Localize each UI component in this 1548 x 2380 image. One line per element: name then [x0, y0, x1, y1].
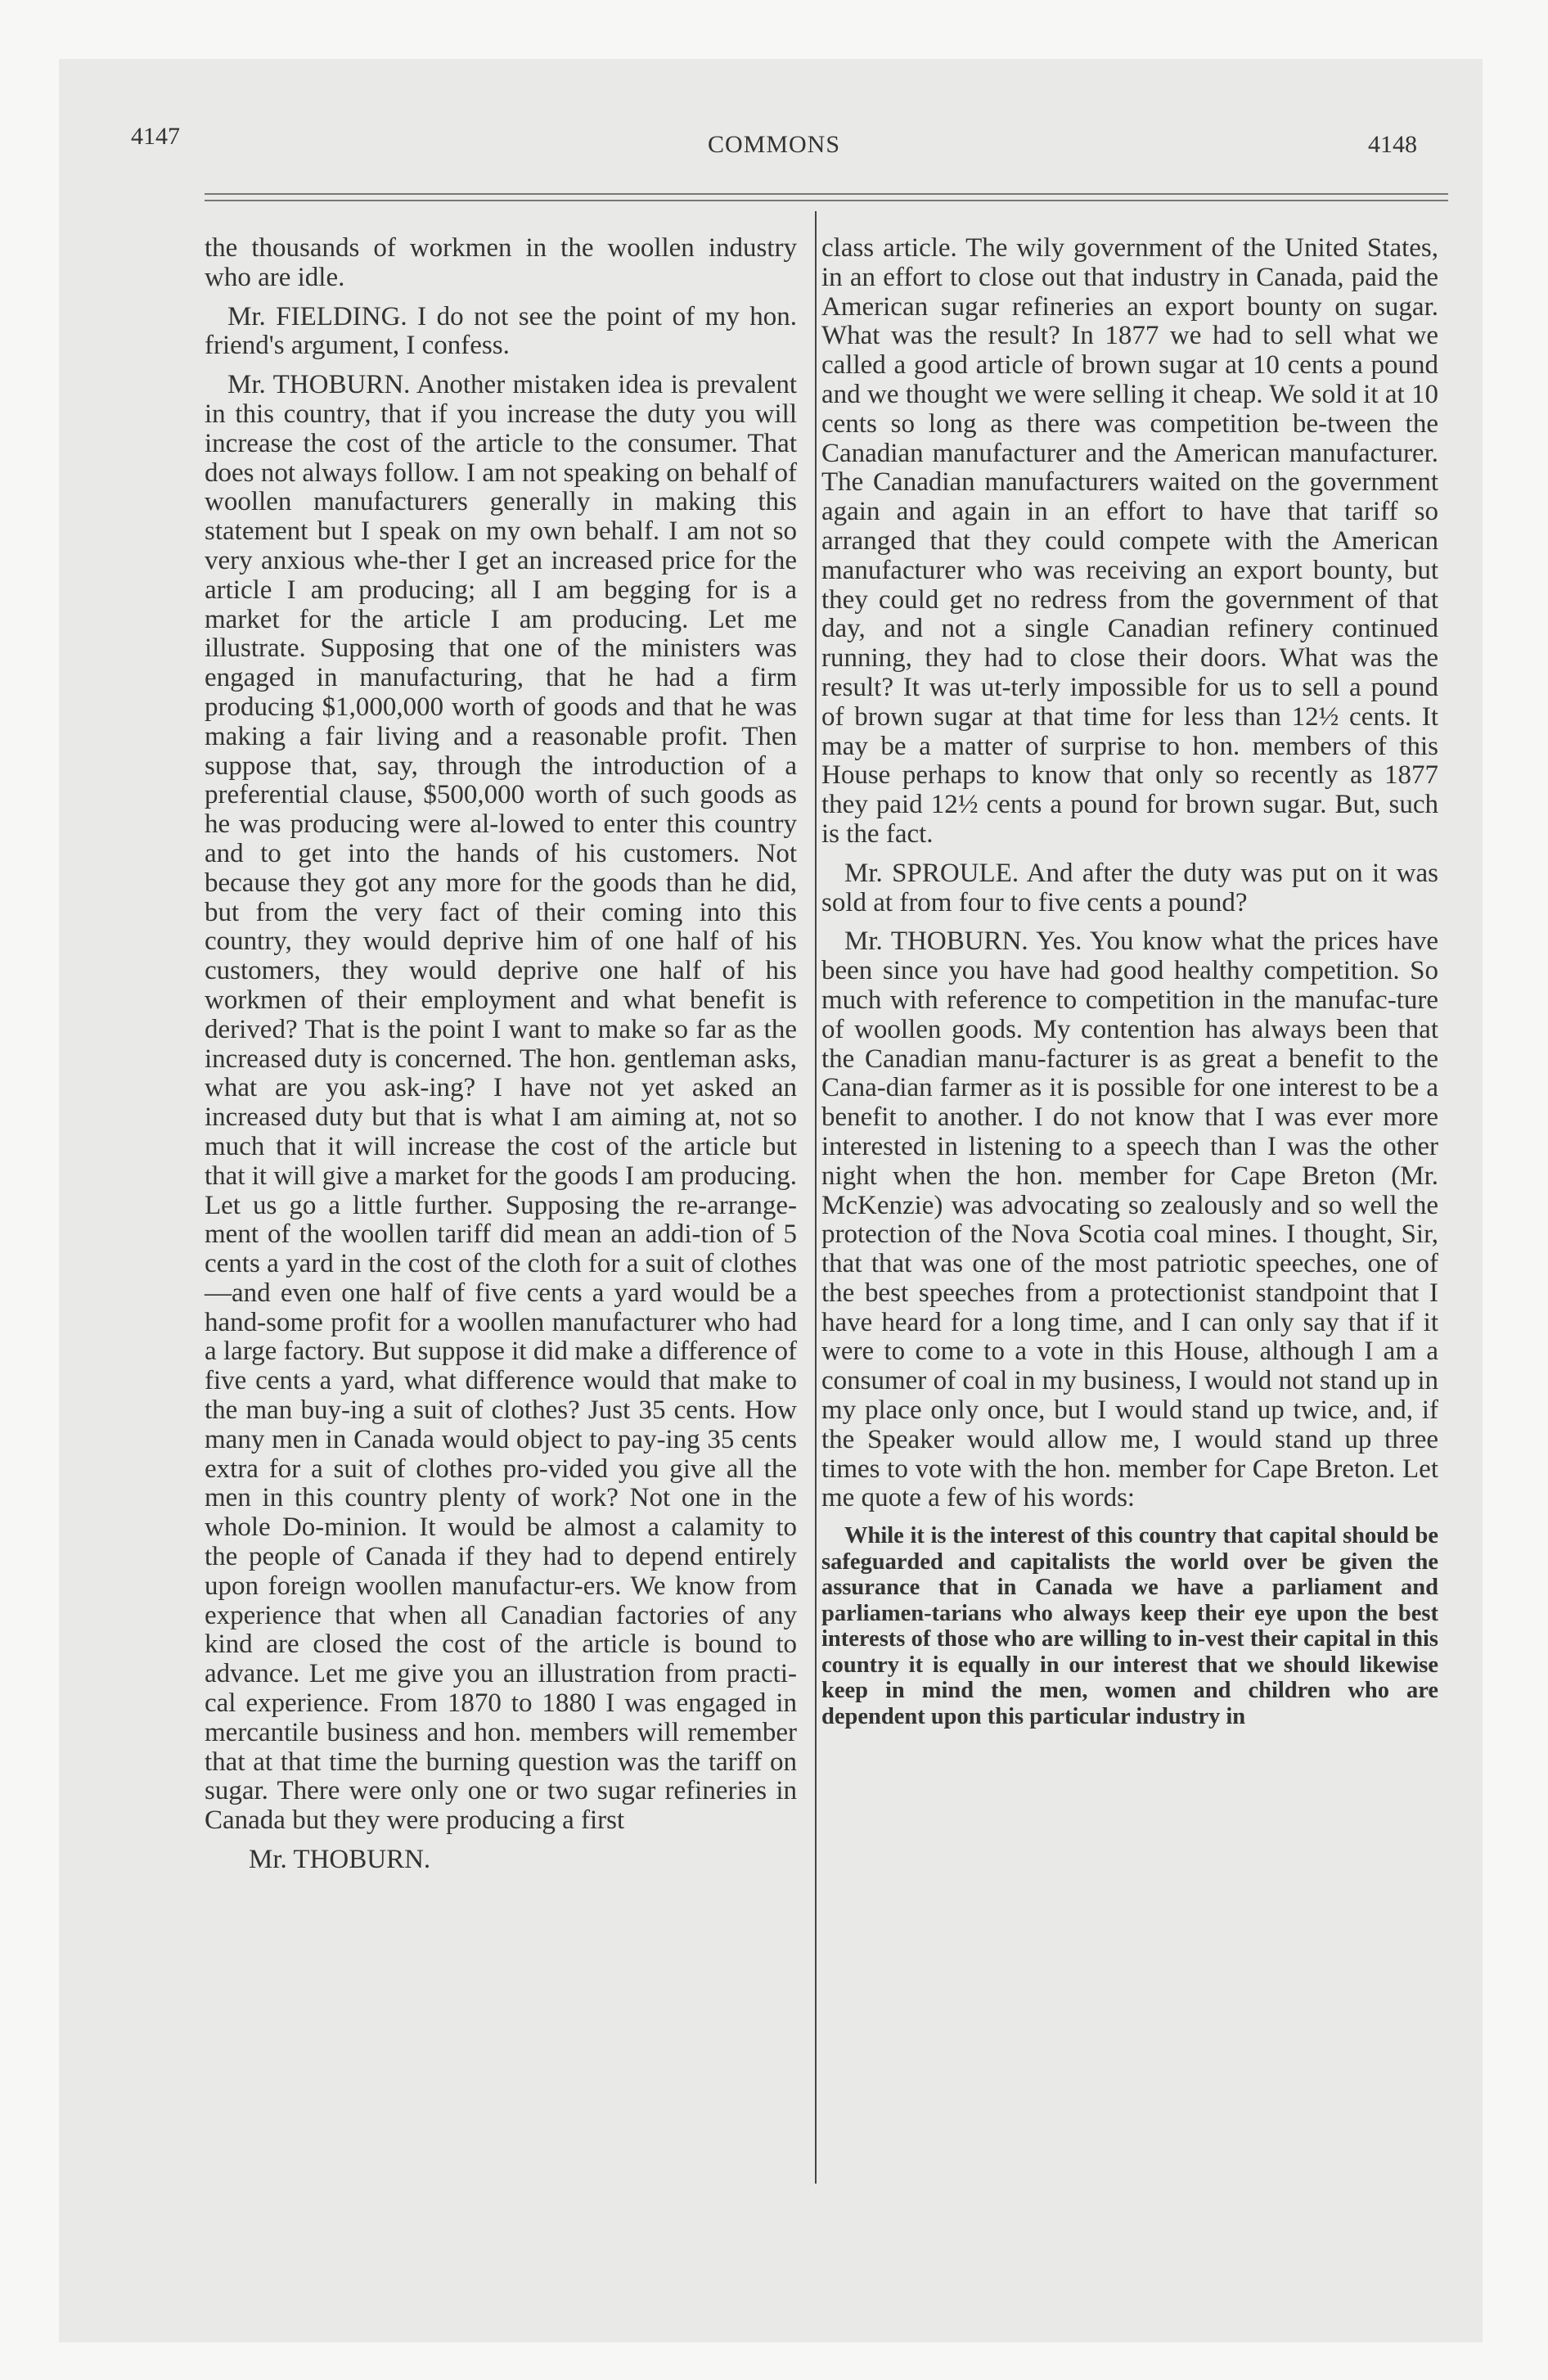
paragraph: the thousands of workmen in the woollen industry who are idle.	[205, 233, 797, 292]
paragraph: class article. The wily government of the United States, in an effort to close out that industry in Canada, paid the American sugar refineries an export bounty on sugar. What was the result? In 1877 we had to sell what we called a good article of brown sugar at 10 cents a pound and we thought we were selling it cheap. We sold it at 10 cents so long as there was competition be-tween the Canadian manufacturer and the American manufacturer. The Canadian manufacturers waited on the government again and again in an effort to have that tariff so arranged that they could compete with the American manufacturer who was receiving an export bounty, but they could get no redress from the government of that day, and not a single Canadian refinery continued running, they had to close their doors. What was the result? It was ut-terly impossible for us to sell a pound of brown sugar at that time for less than 12½ cents. It may be a matter of surprise to hon. members of this House perhaps to know that only so recently as 1877 they paid 12½ cents a pound for brown sugar. But, such is the fact.	[821, 233, 1438, 849]
paragraph: Mr. FIELDING. I do not see the point of my hon. friend's argument, I confess.	[205, 301, 797, 361]
paragraph: Mr. SPROULE. And after the duty was put on it was sold at from four to five cents a pound?	[821, 858, 1438, 917]
running-title: COMMONS	[707, 131, 841, 158]
right-column	[821, 234, 1438, 1739]
paragraph: Mr. THOBURN. Another mistaken idea is prevalent in this country, that if you increase the duty you will increase the cost of the article to the consumer. That does not always follow. I am not speaking on behalf of woollen manufacturers generally in making this statement but I speak on my own behalf. I am not so very anxious whe-ther I get an increased price for the article I am producing; all I am begging for is a market for the article I am producing. Let me illustrate. Supposing that one of the ministers was engaged in manufacturing, that he had a firm producing $1,000,000 worth of goods and that he was making a fair living and a reasonable profit. Then suppose that, say, through the introduction of a preferential clause, $500,000 worth of such goods as he was producing were al-lowed to enter this country and to get into the hands of his customers. Not because they got any more for the goods than he did, but from the very fact of their coming into this country, they would deprive him of one half of his customers, they would deprive one half of his workmen of their employment and what benefit is derived? That is the point I want to make so far as the increased duty is concerned. The hon. gentleman asks, what are you ask-ing? I have not yet asked an increased duty but that is what I am aiming at, not so much that it will increase the cost of the article but that it will give a market for the goods I am producing. Let us go a little further. Supposing the re-arrange-ment of the woollen tariff did mean an addi-tion of 5 cents a yard in the cost of the cloth for a suit of clothes—and even one half of five cents a yard would be a hand-some profit for a woollen manufacturer who had a large factory. But suppose it did make a difference of five cents a yard, what difference would that make to the man buy-ing a suit of clothes? Just 35 cents. How many men in Canada would object to pay-ing 35 cents extra for a suit of clothes pro-vided you give all the men in this country plenty of work? Not one in the whole Do-minion. It would be almost a calamity to the people of Canada if they had to depend entirely upon foreign woollen manufactur-ers. We know from experience that when all Canadian factories of any kind are closed the cost of the article is bound to advance. Let me give you an illustration from practi-cal experience. From 1870 to 1880 I was engaged in mercantile business and hon. members will remember that at that time the burning question was the tariff on sugar. There were only one or two sugar refineries in Canada but they were producing a first	[205, 370, 797, 1836]
paragraph: Mr. THOBURN. Yes. You know what the prices have been since you have had good healthy competition. So much with reference to competition in the manufac-ture of woollen goods. My contention has always been that the Canadian manu-facturer is as great a benefit to the Cana-dian farmer as it is possible for one interest to be a benefit to another. I do not know that I was ever more interested in listening to a speech than I was the other night when the hon. member for Cape Breton (Mr. McKenzie) was advocating so zealously and so well the protection of the Nova Scotia coal mines. I thought, Sir, that that was one of the most patriotic speeches, one of the best speeches from a protectionist standpoint that I have heard for a long time, and I can only say that if it were to come to a vote in this House, although I am a consumer of coal in my business, I would not stand up in my place only once, but I would stand up twice, and, if the Speaker would allow me, I would stand up three times to vote with the hon. member for Cape Breton. Let me quote a few of his words:	[821, 926, 1438, 1513]
block-quote: While it is the interest of this country that capital should be safeguarded and capitalists the world over be given the assurance that in Canada we have a parliament and parliamen-tarians who always keep their eye upon the best interests of those who are willing to in-vest their capital in this country it is equally in our interest that we should likewise keep in mind the men, women and children who are dependent upon this particular industry in	[821, 1523, 1438, 1729]
right-page-number: 4148	[1368, 131, 1417, 158]
header-rule-bottom	[205, 200, 1448, 201]
left-page-number: 4147	[131, 123, 180, 150]
column-divider	[815, 211, 817, 2184]
left-column	[205, 234, 797, 1875]
catchword: Mr. THOBURN.	[249, 1845, 431, 1875]
header-rule-top	[205, 193, 1448, 195]
